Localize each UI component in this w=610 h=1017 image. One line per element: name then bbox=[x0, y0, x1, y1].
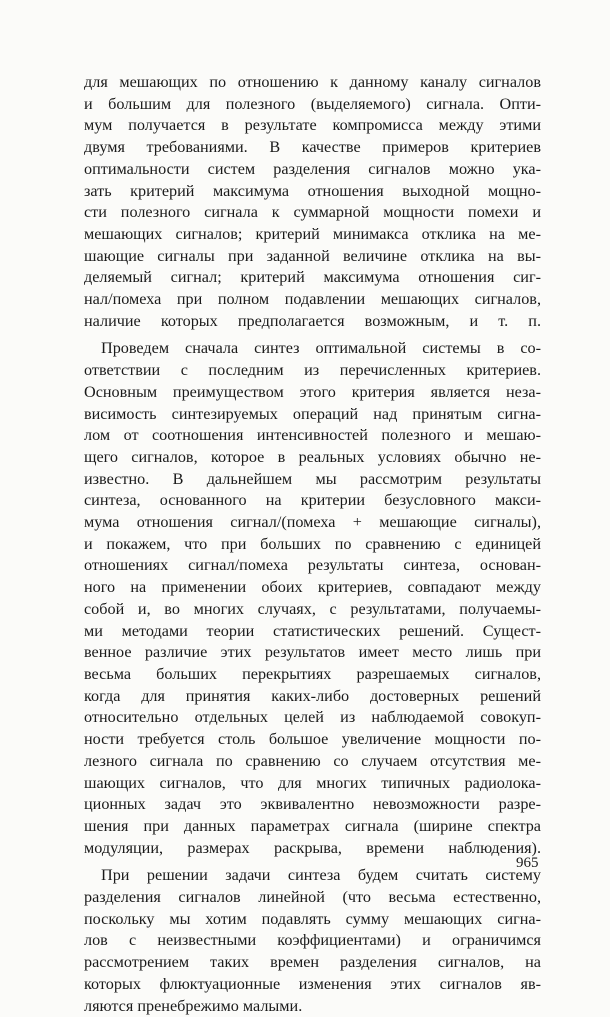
text-line: собой и, во многих случаях, с результатами, получаемы- bbox=[84, 599, 541, 618]
text-line: синтеза, основанного на критерии безусловного макси- bbox=[84, 491, 541, 510]
text-line: и покажем, что при больших по сравнению с единицей bbox=[84, 534, 541, 553]
text-line: лезного сигнала по сравнению со случаем отсутствия ме- bbox=[84, 751, 541, 770]
text-line: мума отношения сигнал/(помеха + мешающие сигналы), bbox=[84, 513, 541, 532]
text-line: висимость синтезируемых операций над принятым сигна- bbox=[84, 404, 541, 423]
text-line: ми методами теории статистических решений. Сущест- bbox=[84, 621, 541, 640]
text-line: оптимальности систем разделения сигналов можно ука- bbox=[84, 159, 541, 178]
text-line: ционных задач это эквивалентно невозможности разре- bbox=[84, 795, 541, 814]
text-line: и большим для полезного (выделяемого) сигнала. Опти- bbox=[84, 94, 541, 113]
text-line: известно. В дальнейшем мы рассмотрим результаты bbox=[84, 469, 541, 488]
text-line: мум получается в результате компромисса между этими bbox=[84, 116, 541, 135]
text-line: щего сигналов, которое в реальных условиях обычно не- bbox=[84, 447, 541, 466]
text-line: шающие сигналы при заданной величине отклика на вы- bbox=[84, 246, 541, 265]
text-line: нал/помеха при полном подавлении мешающих сигналов, bbox=[84, 290, 541, 309]
paragraph-3 bbox=[84, 865, 541, 1017]
text-line: для мешающих по отношению к данному каналу сигналов bbox=[84, 73, 541, 91]
text-line: лов с неизвестными коэффициентами) и ограничимся bbox=[84, 931, 541, 950]
text-line: весьма больших перекрытиях разрешаемых сигналов, bbox=[84, 664, 541, 683]
text-line: деляемый сигнал; критерий максимума отношения сиг- bbox=[84, 268, 541, 287]
text-line: ответствии с последним из перечисленных критериев. bbox=[84, 361, 541, 380]
paragraph-1 bbox=[84, 72, 541, 332]
text-line: ности требуется столь большое увеличение мощности по- bbox=[84, 730, 541, 749]
text-line: сти полезного сигнала к суммарной мощности помехи и bbox=[84, 203, 541, 222]
text-line: мешающих сигналов; критерий минимакса отклика на ме- bbox=[84, 224, 541, 243]
text-line: отношениях сигнал/помеха результаты синтеза, основан- bbox=[84, 556, 541, 575]
text-line: венное различие этих результатов имеет место лишь при bbox=[84, 643, 541, 662]
text-line: модуляции, размерах раскрыва, времени наблюдения). bbox=[84, 838, 541, 857]
text-line: Проведем сначала синтез оптимальной системы в со- bbox=[101, 339, 541, 358]
text-line: поскольку мы хотим подавлять сумму мешающих сигна- bbox=[84, 909, 541, 928]
page-number: 965 bbox=[516, 855, 539, 871]
text-line: наличие которых предполагается возможным, и т. п. bbox=[84, 311, 541, 330]
text-line: лом от соотношения интенсивностей полезного и мешаю- bbox=[84, 426, 541, 445]
text-line: Основным преимуществом этого критерия является неза- bbox=[84, 382, 541, 401]
text-line: ного на применении обоих критериев, совпадают между bbox=[84, 578, 541, 597]
text-line: которых флюктуационные изменения этих сигналов яв- bbox=[84, 974, 541, 993]
text-line: когда для принятия каких-либо достоверных решений bbox=[84, 686, 541, 705]
text-line: рассмотрением таких времен разделения сигналов, на bbox=[84, 953, 541, 972]
text-line: шения при данных параметрах сигнала (ширине спектра bbox=[84, 816, 541, 835]
text-line: двумя требованиями. В качестве примеров критериев bbox=[84, 138, 541, 157]
text-line: шающих сигналов, что для многих типичных радиолока- bbox=[84, 773, 541, 792]
text-line: разделения сигналов линейной (что весьма естественно, bbox=[84, 888, 541, 907]
text-line: зать критерий максимума отношения выходной мощно- bbox=[84, 181, 541, 200]
text-line: ляются пренебрежимо малыми. bbox=[84, 996, 303, 1015]
text-line: При решении задачи синтеза будем считать систему bbox=[101, 866, 541, 885]
paragraph-2 bbox=[84, 338, 541, 859]
text-line: относительно отдельных целей из наблюдаемой совокуп- bbox=[84, 708, 541, 727]
body-text bbox=[84, 72, 541, 1017]
